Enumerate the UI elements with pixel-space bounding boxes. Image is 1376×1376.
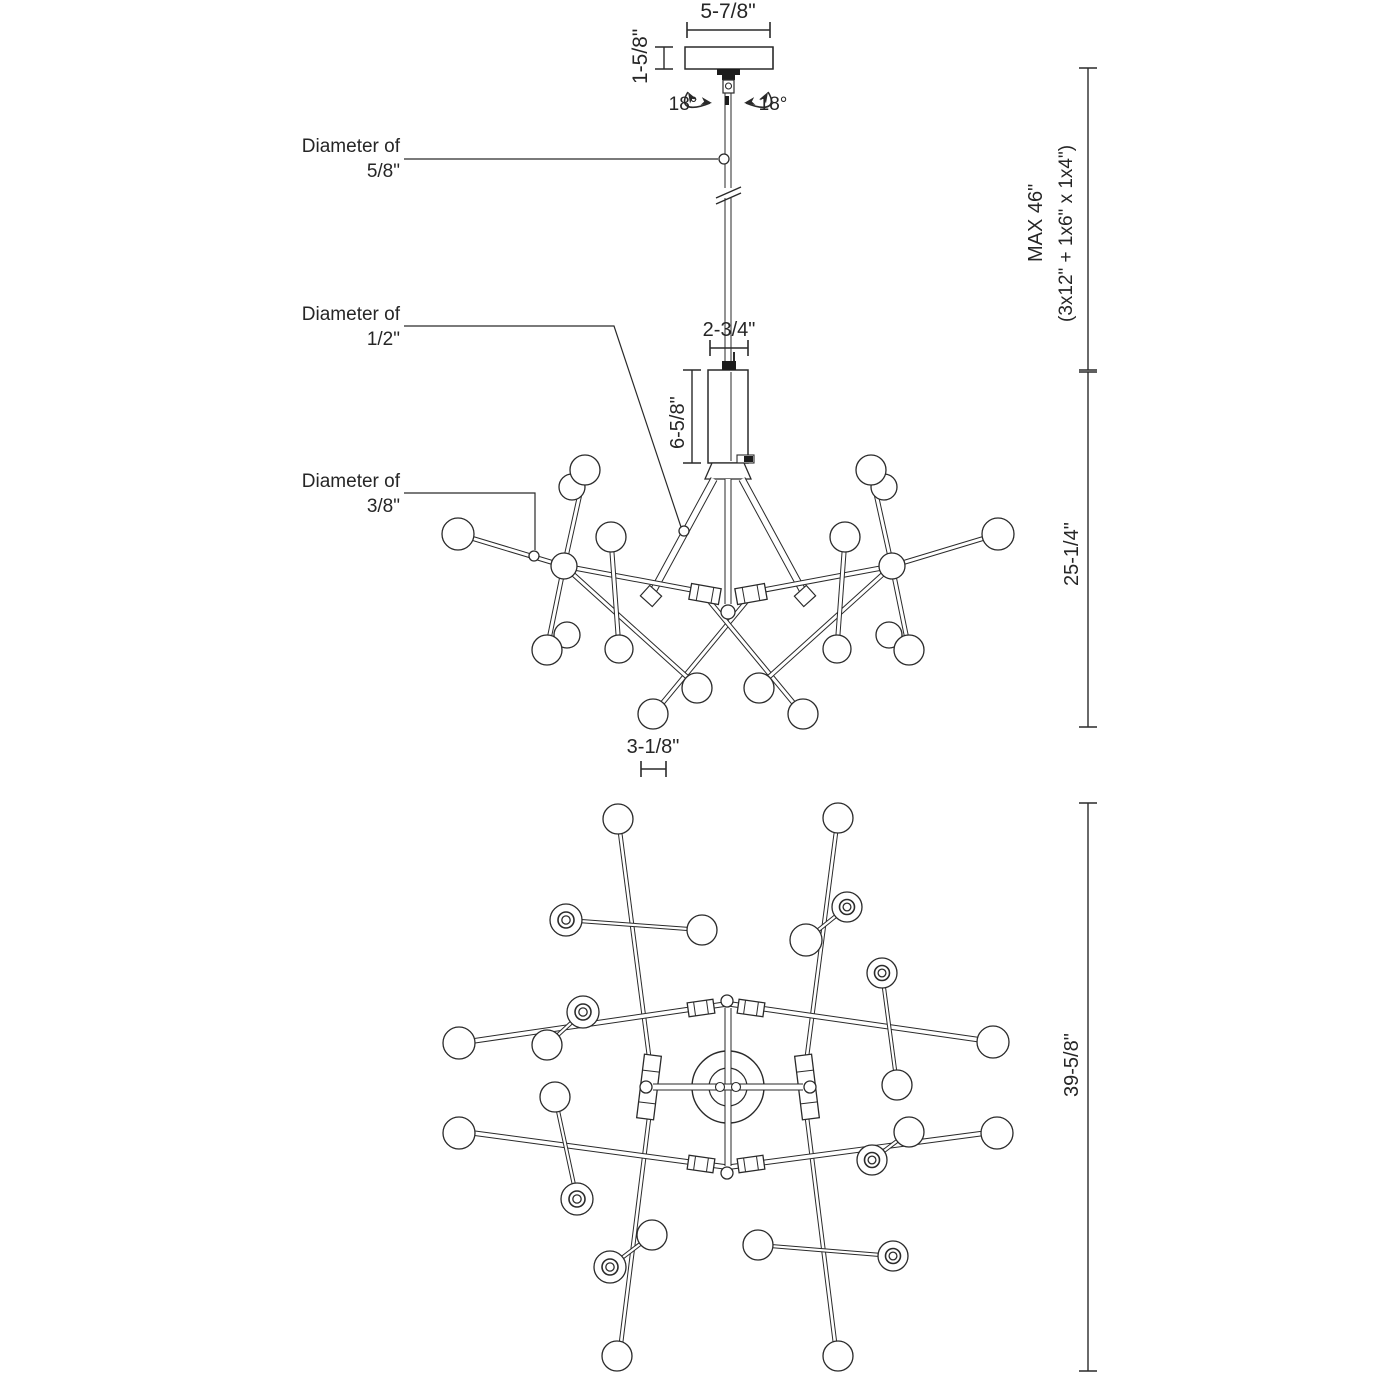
sleeve-body [737, 999, 765, 1016]
bulb [856, 455, 886, 485]
sleeve-body [687, 1155, 715, 1172]
swivel-angle-left-label: 18° [668, 94, 698, 115]
sleeve-coupler [687, 999, 715, 1016]
sleeve-coupler [689, 584, 721, 605]
finial-ball [721, 1167, 733, 1179]
finial-ball [640, 1081, 652, 1093]
rod-core [620, 832, 649, 1056]
bulb [788, 699, 818, 729]
bulb [882, 1070, 912, 1100]
finial-ball [721, 995, 733, 1007]
cluster-hub [879, 553, 905, 579]
bulb-socket-ring [868, 1156, 876, 1164]
bulb [603, 804, 633, 834]
bulb [687, 915, 717, 945]
finial-ball [721, 605, 735, 619]
bulb-diameter-label: 3-1/8" [626, 736, 680, 758]
rod-core [759, 566, 892, 686]
bulb [442, 518, 474, 550]
bulb [830, 522, 860, 552]
side-view-structure [442, 47, 1014, 729]
sleeve-body [735, 584, 767, 605]
bulb-socket-ring [843, 903, 851, 911]
bulb [981, 1117, 1013, 1149]
bulb [570, 455, 600, 485]
swivel-angle-right-label: 18° [758, 94, 788, 115]
bulb-socket-ring [878, 969, 886, 977]
rod-diameter-ref-point [719, 154, 729, 164]
downrod-combination-label: (3x12" + 1x6" x 1x4") [1056, 144, 1077, 322]
overall-width-label: 39-5/8" [1061, 1033, 1083, 1097]
arm-diameter-label-line1: Diameter of [301, 471, 400, 492]
max-drop-label: MAX 46" [1025, 183, 1047, 262]
bulb-socket-ring [889, 1252, 897, 1260]
sleeve-coupler [687, 1155, 715, 1172]
sleeve-body [737, 1155, 765, 1172]
bulb-socket-ring [562, 916, 570, 924]
bulb [823, 635, 851, 663]
rod-core [651, 479, 714, 595]
bulb [682, 673, 712, 703]
sleeve-body [689, 584, 721, 605]
body-top-hardware [722, 361, 736, 370]
sleeve-coupler [737, 1155, 765, 1172]
bulb [443, 1027, 475, 1059]
sleeve-coupler [735, 584, 767, 605]
bulb [605, 635, 633, 663]
body-neck [705, 463, 751, 479]
bulb [540, 1082, 570, 1112]
stem-diameter-label-line2: 1/2" [366, 329, 400, 350]
sleeve-coupler [737, 999, 765, 1016]
rod-core [837, 539, 845, 648]
body-height-label: 6-5/8" [667, 396, 689, 449]
bulb [443, 1117, 475, 1149]
canopy-mount-hardware [722, 75, 735, 80]
bulb [637, 1220, 667, 1250]
bulb [744, 673, 774, 703]
arm-diameter-ref-point [529, 551, 539, 561]
rod-diameter-label-line2: 5/8" [366, 161, 400, 182]
swivel-pin [725, 96, 729, 105]
bulb [532, 635, 562, 665]
leader-line [404, 326, 681, 527]
stem-diameter-ref-point [679, 526, 689, 536]
bulb [638, 699, 668, 729]
ceiling-canopy [685, 47, 773, 69]
bulb-socket-ring [606, 1263, 614, 1271]
body-width-label: 2-3/4" [702, 319, 756, 341]
rod-diameter-label-line1: Diameter of [301, 136, 400, 157]
arm-diameter-label-line2: 3/8" [366, 496, 400, 517]
bulb-socket-ring [579, 1008, 587, 1016]
bulb [894, 635, 924, 665]
bulb [982, 518, 1014, 550]
bulb [743, 1230, 773, 1260]
stem-diameter-label-line1: Diameter of [301, 304, 400, 325]
bulb [823, 1341, 853, 1371]
bulb [532, 1030, 562, 1060]
bulb-socket-ring [573, 1195, 581, 1203]
disc-center-detail [716, 1083, 725, 1092]
canopy-mount-hardware [717, 69, 740, 75]
bulb [790, 924, 822, 956]
rod-core [730, 1004, 981, 1040]
bulb [894, 1117, 924, 1147]
canopy-width-label: 5-7/8" [700, 0, 756, 23]
plan-view-structure [443, 803, 1013, 1371]
center-body [708, 370, 748, 463]
finial-ball [804, 1081, 816, 1093]
bulb [823, 803, 853, 833]
rod-core [564, 566, 697, 686]
section-height-label: 25-1/4" [1061, 522, 1083, 586]
body-bottom-hardware [744, 456, 753, 462]
bulb [602, 1341, 632, 1371]
swivel-pivot [726, 83, 732, 89]
sleeve-body [687, 999, 715, 1016]
disc-center-detail [732, 1083, 741, 1092]
bulb [596, 522, 626, 552]
rod-core [611, 539, 619, 648]
cluster-hub [551, 553, 577, 579]
canopy-height-label: 1-5/8" [629, 28, 652, 84]
rod-core [742, 479, 805, 595]
bulb [977, 1026, 1009, 1058]
